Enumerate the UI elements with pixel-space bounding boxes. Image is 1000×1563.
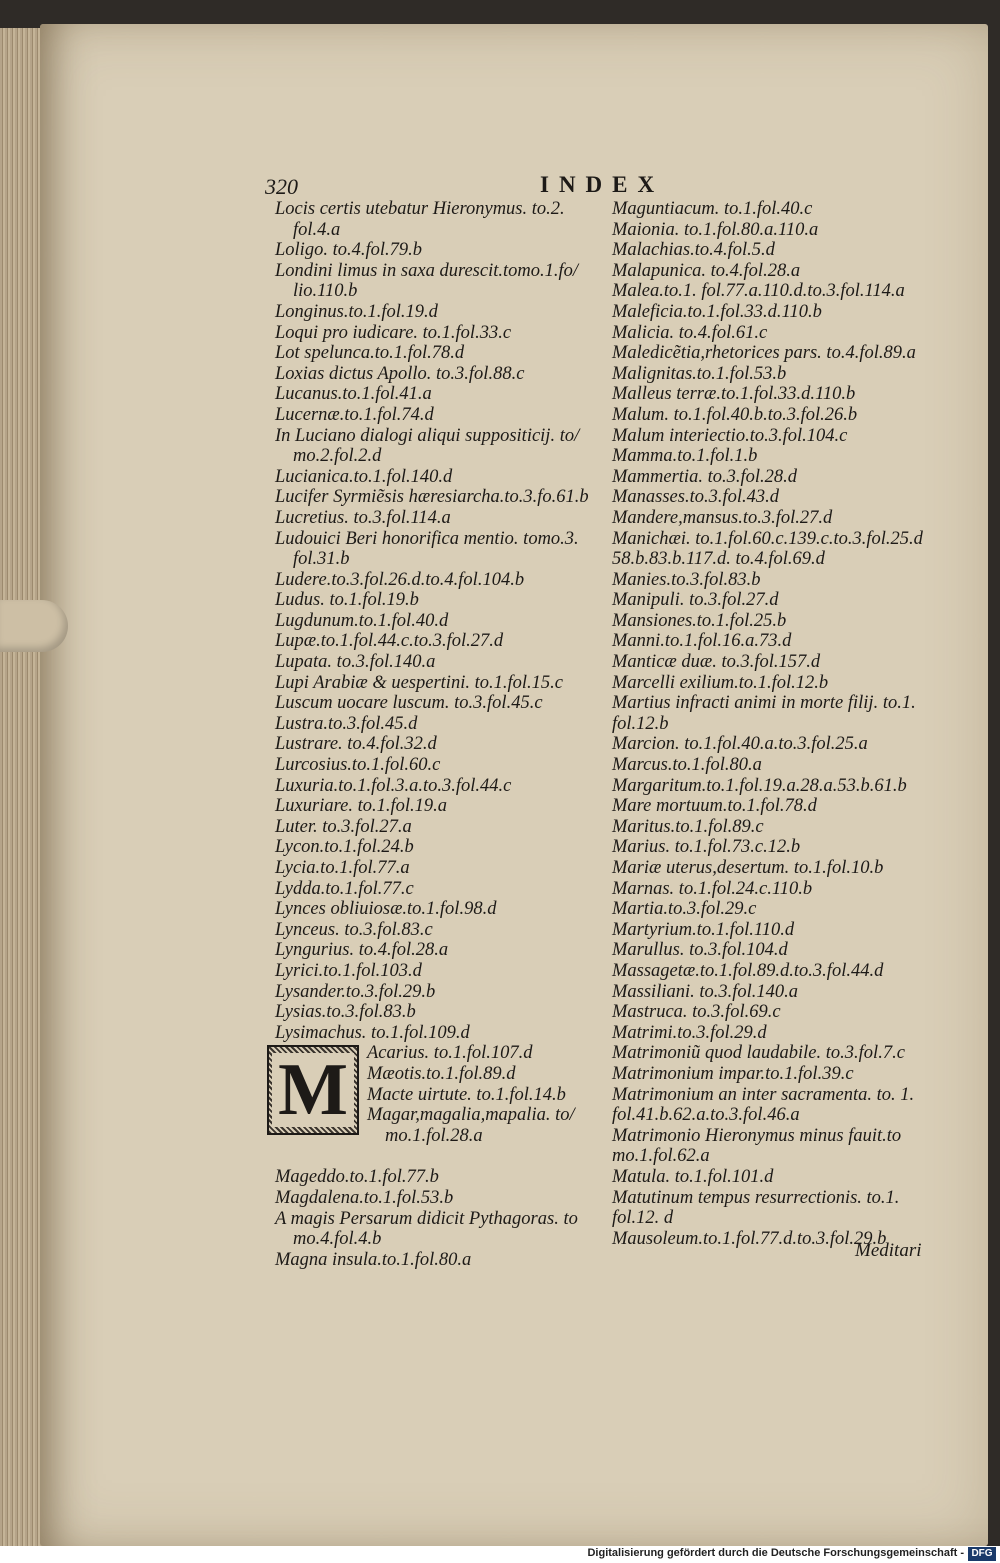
index-entry: Lupi Arabiæ & uespertini. to.1.fol.15.c xyxy=(275,672,563,693)
index-entry: Margaritum.to.1.fol.19.a.28.a.53.b.61.b xyxy=(612,775,907,796)
page-header xyxy=(265,170,945,200)
index-entry: Massagetæ.to.1.fol.89.d.to.3.fol.44.d xyxy=(612,960,884,981)
initial-entries xyxy=(367,1043,607,1146)
index-entry: Lucanus.to.1.fol.41.a xyxy=(275,384,432,405)
index-entry: Lucianica.to.1.fol.140.d xyxy=(275,466,453,487)
index-entry: Mamma.to.1.fol.1.b xyxy=(612,446,758,467)
index-entry: Matula. to.1.fol.101.d xyxy=(612,1166,774,1187)
index-entry: Ludere.to.3.fol.26.d.to.4.fol.104.b xyxy=(275,569,525,590)
index-column-left xyxy=(275,199,615,1270)
index-entry: Lupata. to.3.fol.140.a xyxy=(275,652,436,673)
index-entry: 58.b.83.b.117.d. to.4.fol.69.d xyxy=(612,549,825,570)
index-entry: Lucernæ.to.1.fol.74.d xyxy=(275,404,434,425)
index-entry: Manies.to.3.fol.83.b xyxy=(612,569,761,590)
index-entry: fol.41.b.62.a.to.3.fol.46.a xyxy=(612,1105,800,1126)
index-entry: Longinus.to.1.fol.19.d xyxy=(275,301,438,322)
index-entry: Mastruca. to.3.fol.69.c xyxy=(612,1002,781,1023)
index-entry: Lycia.to.1.fol.77.a xyxy=(275,858,410,878)
index-entry: Lysander.to.3.fol.29.b xyxy=(275,981,436,1002)
index-entry: Marcus.to.1.fol.80.a xyxy=(612,755,762,776)
index-entry: Lustra.to.3.fol.45.d xyxy=(275,713,418,734)
index-entry: Loqui pro iudicare. to.1.fol.33.c xyxy=(275,322,512,343)
index-entry: Londini limus in saxa durescit.tomo.1.fo/ lio.110.b xyxy=(275,260,579,302)
index-entry: Matrimonio Hieronymus minus fauit.to xyxy=(612,1125,902,1146)
index-entry: Locis certis utebatur Hieronymus. to.2. fol.4.a xyxy=(275,199,565,240)
index-entry: Lurcosius.to.1.fol.60.c xyxy=(275,755,441,776)
index-entry: Loligo. to.4.fol.79.b xyxy=(275,240,422,261)
index-entry: Martia.to.3.fol.29.c xyxy=(612,899,757,920)
index-entry: Maritus.to.1.fol.89.c xyxy=(612,816,764,837)
index-entry: Ludouici Beri honorifica mentio. tomo.3. fol.31.b xyxy=(275,528,579,570)
index-entry: Magna insula.to.1.fol.80.a xyxy=(275,1249,472,1270)
index-entry: Ludus. to.1.fol.19.b xyxy=(275,590,419,611)
index-entry: Magdalena.to.1.fol.53.b xyxy=(275,1187,454,1208)
index-entry: mo.1.fol.62.a xyxy=(612,1146,710,1167)
index-entry: Luxuria.to.1.fol.3.a.to.3.fol.44.c xyxy=(275,775,512,796)
footer-credit: Digitalisierung gefördert durch die Deutsche Forschungsgemeinschaft - xyxy=(587,1547,964,1559)
index-entry: Matrimonium an inter sacramenta. to. 1. xyxy=(612,1084,915,1105)
index-entry: Mæotis.to.1.fol.89.d xyxy=(367,1063,516,1084)
index-entry: Lupæ.to.1.fol.44.c.to.3.fol.27.d xyxy=(275,631,504,652)
index-entry: A magis Persarum didicit Pythagoras. to mo.4.fol.4.b xyxy=(275,1208,578,1250)
index-entry: Maionia. to.1.fol.80.a.110.a xyxy=(612,219,819,240)
index-entry: Maguntiacum. to.1.fol.40.c xyxy=(612,199,813,219)
index-entry: Lycon.to.1.fol.24.b xyxy=(275,837,414,858)
page-number: 320 xyxy=(265,174,298,199)
index-entry: Matutinum tempus resurrectionis. to.1. xyxy=(612,1187,900,1208)
index-entry: Lyngurius. to.4.fol.28.a xyxy=(275,940,449,961)
index-entry: Malachias.to.4.fol.5.d xyxy=(612,240,775,261)
index-entry: Marcelli exilium.to.1.fol.12.b xyxy=(612,672,829,693)
index-entry: Lucifer Syrmiẽsis hæresiarcha.to.3.fo.61.b xyxy=(275,487,589,508)
index-entry: Malapunica. to.4.fol.28.a xyxy=(612,260,801,281)
digitization-footer xyxy=(0,1546,1000,1563)
index-entry: Lynces obliuiosæ.to.1.fol.98.d xyxy=(275,899,497,920)
index-entry: Lynceus. to.3.fol.83.c xyxy=(275,919,433,940)
running-title: INDEX xyxy=(540,172,665,197)
index-entry: Marnas. to.1.fol.24.c.110.b xyxy=(612,878,813,899)
index-entry: Malea.to.1. fol.77.a.110.d.to.3.fol.114.a xyxy=(612,281,905,302)
index-entry: Massiliani. to.3.fol.140.a xyxy=(612,981,799,1002)
index-entry: In Luciano dialogi aliqui suppositicij. to/ mo.2.fol.2.d xyxy=(275,425,580,467)
index-entry: Lustrare. to.4.fol.32.d xyxy=(275,734,437,755)
index-entry: Maledicẽtia,rhetorices pars. to.4.fol.89.a xyxy=(612,343,916,364)
index-entry: Loxias dictus Apollo. to.3.fol.88.c xyxy=(275,363,525,384)
initial-letter: M xyxy=(272,1053,354,1127)
index-entry: Lysias.to.3.fol.83.b xyxy=(275,1002,416,1023)
index-entry: Matrimoniũ quod laudabile. to.3.fol.7.c xyxy=(612,1043,905,1064)
index-entry: Manichæi. to.1.fol.60.c.139.c.to.3.fol.25.d xyxy=(612,528,923,549)
index-entry: Lyrici.to.1.fol.103.d xyxy=(275,960,422,981)
index-entry: Mariæ uterus,desertum. to.1.fol.10.b xyxy=(612,858,884,878)
index-entry: Mansiones.to.1.fol.25.b xyxy=(612,610,787,631)
index-entry: Lugdunum.to.1.fol.40.d xyxy=(275,610,449,631)
index-entry: Malicia. to.4.fol.61.c xyxy=(612,322,768,343)
index-entry: Malignitas.to.1.fol.53.b xyxy=(612,363,787,384)
decorated-initial-icon xyxy=(267,1045,359,1135)
index-entry: Marcion. to.1.fol.40.a.to.3.fol.25.a xyxy=(612,734,868,755)
index-entry: Martius infracti animi in morte filij. to.1. xyxy=(612,693,916,714)
initial-letter-block xyxy=(275,1043,615,1167)
index-entry: Malum. to.1.fol.40.b.to.3.fol.26.b xyxy=(612,404,858,425)
index-column-right xyxy=(612,199,957,1249)
index-entry: Marullus. to.3.fol.104.d xyxy=(612,940,788,961)
index-entry: Luter. to.3.fol.27.a xyxy=(275,816,412,837)
index-entry: Malleus terræ.to.1.fol.33.d.110.b xyxy=(612,384,856,405)
page-clip xyxy=(0,600,68,652)
index-entry: Manasses.to.3.fol.43.d xyxy=(612,487,780,508)
catchword: Meditari xyxy=(855,1240,922,1261)
index-entry: Mammertia. to.3.fol.28.d xyxy=(612,466,797,487)
index-entry: Lydda.to.1.fol.77.c xyxy=(275,878,414,899)
index-entry: Matrimonium impar.to.1.fol.39.c xyxy=(612,1063,854,1084)
index-entry: Manipuli. to.3.fol.27.d xyxy=(612,590,779,611)
index-entry: Lucretius. to.3.fol.114.a xyxy=(275,507,451,528)
index-entry: Macte uirtute. to.1.fol.14.b xyxy=(367,1084,566,1105)
index-entry: Lot spelunca.to.1.fol.78.d xyxy=(275,343,465,364)
index-entry: Mandere,mansus.to.3.fol.27.d xyxy=(612,507,833,528)
index-entry: Mageddo.to.1.fol.77.b xyxy=(275,1167,439,1188)
index-entry: Manticæ duæ. to.3.fol.157.d xyxy=(612,652,821,673)
index-entry: Acarius. to.1.fol.107.d xyxy=(367,1043,533,1064)
index-entry: Magar,magalia,mapalia. to/ mo.1.fol.28.a xyxy=(367,1105,575,1146)
index-entry: Manni.to.1.fol.16.a.73.d xyxy=(612,631,792,652)
dfg-logo-icon: DFG xyxy=(968,1547,996,1561)
index-entry: fol.12.b xyxy=(612,713,669,734)
index-entry: Mare mortuum.to.1.fol.78.d xyxy=(612,796,817,817)
index-entry: Matrimi.to.3.fol.29.d xyxy=(612,1022,767,1043)
index-entry: Luxuriare. to.1.fol.19.a xyxy=(275,796,447,817)
index-entry: fol.12. d xyxy=(612,1208,674,1229)
index-entry: Malum interiectio.to.3.fol.104.c xyxy=(612,425,848,446)
index-entry: Maleficia.to.1.fol.33.d.110.b xyxy=(612,301,822,322)
index-entry: Luscum uocare luscum. to.3.fol.45.c xyxy=(275,693,543,714)
index-entry: Mausoleum.to.1.fol.77.d.to.3.fol.29.b xyxy=(612,1228,887,1249)
index-entry: Martyrium.to.1.fol.110.d xyxy=(612,919,795,940)
index-entry: Marius. to.1.fol.73.c.12.b xyxy=(612,837,801,858)
index-entry: Lysimachus. to.1.fol.109.d xyxy=(275,1022,470,1043)
